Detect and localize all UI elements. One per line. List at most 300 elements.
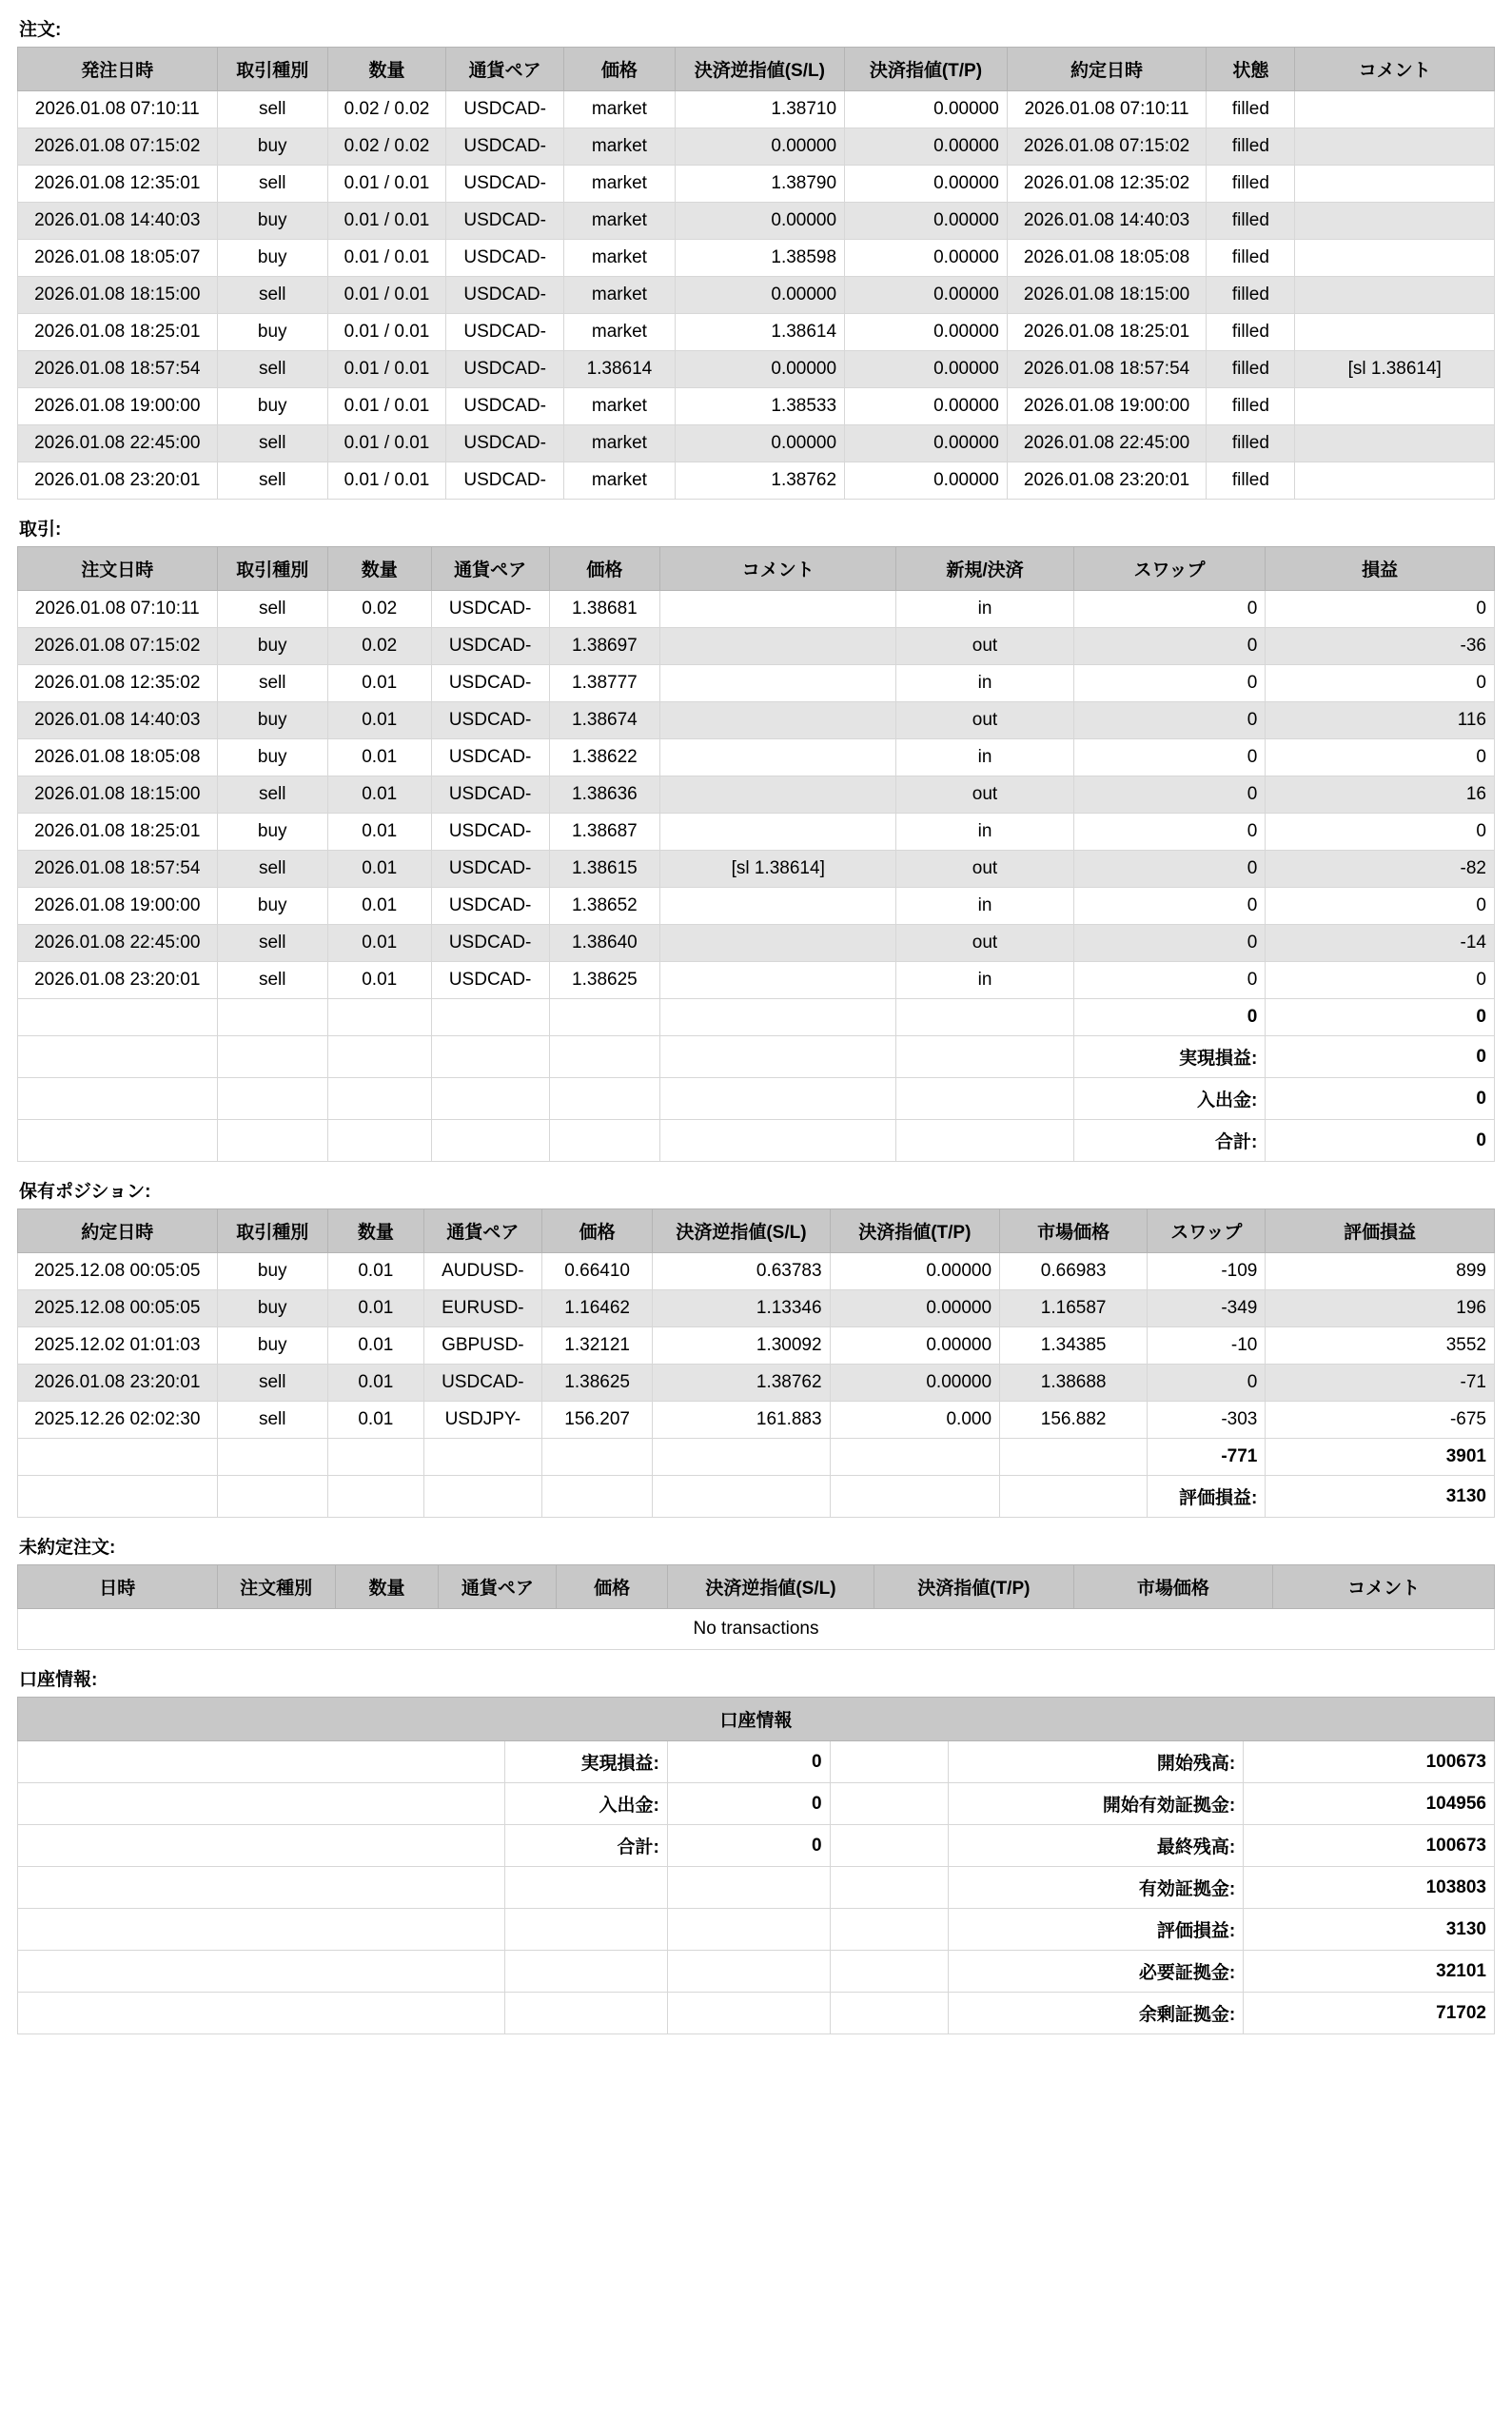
deals-total-profit: 0: [1266, 999, 1495, 1036]
positions-col-floating-pl: 評価損益: [1266, 1209, 1495, 1253]
account-table: [17, 1697, 1495, 2034]
account-right-value-5: 32101: [1244, 1951, 1495, 1993]
deal-profit: 0: [1266, 665, 1495, 702]
order-fill-time: 2026.01.08 07:15:02: [1007, 128, 1207, 166]
order-fill-time: 2026.01.08 12:35:02: [1007, 166, 1207, 203]
order-price: market: [564, 166, 675, 203]
spacer-cell: [18, 1439, 218, 1476]
position-sl: 0.63783: [653, 1253, 830, 1290]
deal-profit: 0: [1266, 888, 1495, 925]
deal-price: 1.38636: [549, 776, 659, 814]
spacer-cell: [431, 1036, 549, 1078]
deal-volume: 0.01: [327, 888, 431, 925]
position-time: 2025.12.08 00:05:05: [18, 1253, 218, 1290]
position-tp: 0.000: [830, 1402, 999, 1439]
position-volume: 0.01: [327, 1327, 423, 1365]
account-row: [18, 1741, 1495, 1783]
spacer-cell: [431, 1120, 549, 1162]
deal-volume: 0.01: [327, 962, 431, 999]
deal-direction: in: [896, 591, 1073, 628]
deals-summary-value-1: 0: [1266, 1078, 1495, 1120]
order-fill-time: 2026.01.08 07:10:11: [1007, 91, 1207, 128]
spacer-cell: [18, 1036, 218, 1078]
order-sl: 1.38598: [675, 240, 844, 277]
position-symbol: AUDUSD-: [423, 1253, 541, 1290]
account-right-value-0: 100673: [1244, 1741, 1495, 1783]
deal-volume: 0.01: [327, 814, 431, 851]
orders-col-comment: コメント: [1295, 48, 1495, 91]
spacer-cell: [18, 999, 218, 1036]
deal-comment: [660, 814, 896, 851]
order-volume: 0.01 / 0.01: [327, 462, 445, 500]
deal-volume: 0.01: [327, 851, 431, 888]
account-spacer: [830, 1909, 948, 1951]
account-right-label-2: 最終残高:: [948, 1825, 1243, 1867]
deal-type: sell: [217, 962, 327, 999]
order-type: sell: [217, 91, 327, 128]
spacer-cell: [549, 1078, 659, 1120]
pending-section-label: 未約定注文:: [19, 1538, 116, 1558]
deals-table: [17, 546, 1495, 1162]
order-tp: 0.00000: [845, 240, 1008, 277]
table-row: [18, 702, 1495, 739]
spacer-cell: [217, 1120, 327, 1162]
deal-profit: 0: [1266, 962, 1495, 999]
table-row: [18, 739, 1495, 776]
table-row: [18, 314, 1495, 351]
deal-comment: [660, 665, 896, 702]
positions-section-label: 保有ポジション:: [19, 1182, 151, 1202]
position-tp: 0.00000: [830, 1365, 999, 1402]
order-symbol: USDCAD-: [446, 277, 564, 314]
account-spacer: [830, 1951, 948, 1993]
deals-body: [18, 591, 1495, 1162]
position-price: 156.207: [541, 1402, 652, 1439]
order-state: filled: [1207, 425, 1295, 462]
order-comment: [1295, 277, 1495, 314]
account-row: [18, 1867, 1495, 1909]
account-row: [18, 1825, 1495, 1867]
order-symbol: USDCAD-: [446, 462, 564, 500]
deals-col-volume: 数量: [327, 547, 431, 591]
deal-price: 1.38625: [549, 962, 659, 999]
deal-direction: in: [896, 962, 1073, 999]
order-symbol: USDCAD-: [446, 388, 564, 425]
account-spacer: [830, 1993, 948, 2034]
deal-price: 1.38622: [549, 739, 659, 776]
order-tp: 0.00000: [845, 128, 1008, 166]
position-floating-pl: 196: [1266, 1290, 1495, 1327]
deal-profit: -82: [1266, 851, 1495, 888]
deal-direction: in: [896, 739, 1073, 776]
spacer-cell: [653, 1439, 830, 1476]
spacer-cell: [896, 999, 1073, 1036]
account-spacer: [18, 1909, 505, 1951]
position-price: 1.32121: [541, 1327, 652, 1365]
deal-price: 1.38681: [549, 591, 659, 628]
orders-col-type: 取引種別: [217, 48, 327, 91]
account-left-label-0: 実現損益:: [505, 1741, 668, 1783]
deal-symbol: USDCAD-: [431, 739, 549, 776]
deal-comment: [660, 962, 896, 999]
spacer-cell: [327, 1036, 431, 1078]
account-right-label-3: 有効証拠金:: [948, 1867, 1243, 1909]
orders-section-label: 注文:: [19, 20, 62, 40]
position-swap: 0: [1148, 1365, 1266, 1402]
order-symbol: USDCAD-: [446, 166, 564, 203]
account-title: 口座情報: [18, 1698, 1495, 1741]
positions-summary-label: 評価損益:: [1148, 1476, 1266, 1518]
deals-header-row: [18, 547, 1495, 591]
pending-col-type: 注文種別: [217, 1565, 335, 1609]
deal-type: sell: [217, 776, 327, 814]
pending-orders-table: [17, 1564, 1495, 1650]
deal-type: buy: [217, 888, 327, 925]
spacer-cell: [18, 1078, 218, 1120]
deals-summary-value-0: 0: [1266, 1036, 1495, 1078]
account-spacer: [18, 1993, 505, 2034]
order-volume: 0.02 / 0.02: [327, 128, 445, 166]
position-symbol: GBPUSD-: [423, 1327, 541, 1365]
deals-summary-label-1: 入出金:: [1073, 1078, 1266, 1120]
spacer-cell: [18, 1476, 218, 1518]
account-right-label-1: 開始有効証拠金:: [948, 1783, 1243, 1825]
deal-symbol: USDCAD-: [431, 702, 549, 739]
orders-col-volume: 数量: [327, 48, 445, 91]
spacer-cell: [1000, 1439, 1148, 1476]
order-state: filled: [1207, 462, 1295, 500]
deal-comment: [660, 776, 896, 814]
deal-symbol: USDCAD-: [431, 591, 549, 628]
deal-symbol: USDCAD-: [431, 851, 549, 888]
order-sl: 1.38762: [675, 462, 844, 500]
orders-col-open-time: 発注日時: [18, 48, 218, 91]
order-price: market: [564, 128, 675, 166]
position-volume: 0.01: [327, 1253, 423, 1290]
table-row: [18, 888, 1495, 925]
deal-volume: 0.02: [327, 591, 431, 628]
positions-summary-row: [18, 1476, 1495, 1518]
deal-time: 2026.01.08 18:05:08: [18, 739, 218, 776]
spacer-cell: [217, 1476, 327, 1518]
position-volume: 0.01: [327, 1402, 423, 1439]
account-spacer: [830, 1867, 948, 1909]
account-spacer: [18, 1825, 505, 1867]
deal-symbol: USDCAD-: [431, 628, 549, 665]
deals-col-type: 取引種別: [217, 547, 327, 591]
deal-profit: 0: [1266, 739, 1495, 776]
spacer-cell: [830, 1476, 999, 1518]
order-fill-time: 2026.01.08 18:57:54: [1007, 351, 1207, 388]
deals-summary-value-2: 0: [1266, 1120, 1495, 1162]
deals-summary-label-2: 合計:: [1073, 1120, 1266, 1162]
deal-volume: 0.01: [327, 776, 431, 814]
deal-time: 2026.01.08 22:45:00: [18, 925, 218, 962]
position-swap: -10: [1148, 1327, 1266, 1365]
positions-col-type: 取引種別: [217, 1209, 327, 1253]
order-type: sell: [217, 462, 327, 500]
orders-body: [18, 91, 1495, 500]
order-sl: 1.38614: [675, 314, 844, 351]
positions-col-price: 価格: [541, 1209, 652, 1253]
deal-time: 2026.01.08 12:35:02: [18, 665, 218, 702]
account-row: [18, 1783, 1495, 1825]
account-spacer: [18, 1867, 505, 1909]
spacer-cell: [830, 1439, 999, 1476]
deal-price: 1.38674: [549, 702, 659, 739]
deals-col-swap: スワップ: [1073, 547, 1266, 591]
order-open-time: 2026.01.08 14:40:03: [18, 203, 218, 240]
deal-symbol: USDCAD-: [431, 814, 549, 851]
order-state: filled: [1207, 240, 1295, 277]
order-tp: 0.00000: [845, 314, 1008, 351]
order-state: filled: [1207, 91, 1295, 128]
deal-type: sell: [217, 851, 327, 888]
order-comment: [1295, 240, 1495, 277]
deal-comment: [660, 739, 896, 776]
deal-direction: out: [896, 628, 1073, 665]
order-price: market: [564, 277, 675, 314]
table-row: [18, 462, 1495, 500]
deal-swap: 0: [1073, 962, 1266, 999]
deal-symbol: USDCAD-: [431, 776, 549, 814]
account-row: [18, 1993, 1495, 2034]
order-type: sell: [217, 351, 327, 388]
account-section-label: 口座情報:: [19, 1670, 98, 1690]
deal-swap: 0: [1073, 739, 1266, 776]
spacer-cell: [653, 1476, 830, 1518]
position-swap: -109: [1148, 1253, 1266, 1290]
deal-swap: 0: [1073, 665, 1266, 702]
account-spacer: [830, 1825, 948, 1867]
order-symbol: USDCAD-: [446, 425, 564, 462]
table-row: [18, 91, 1495, 128]
account-right-label-5: 必要証拠金:: [948, 1951, 1243, 1993]
deals-col-direction: 新規/決済: [896, 547, 1073, 591]
deal-type: sell: [217, 591, 327, 628]
order-type: buy: [217, 128, 327, 166]
order-type: buy: [217, 314, 327, 351]
account-right-value-1: 104956: [1244, 1783, 1495, 1825]
order-open-time: 2026.01.08 18:15:00: [18, 277, 218, 314]
position-market-price: 1.38688: [1000, 1365, 1148, 1402]
deal-type: sell: [217, 925, 327, 962]
account-left-value-1: 0: [667, 1783, 830, 1825]
table-row: [18, 1402, 1495, 1439]
deals-col-time: 注文日時: [18, 547, 218, 591]
spacer-cell: [660, 999, 896, 1036]
order-comment: [1295, 166, 1495, 203]
deal-direction: in: [896, 665, 1073, 702]
positions-header-row: [18, 1209, 1495, 1253]
spacer-cell: [896, 1120, 1073, 1162]
deal-swap: 0: [1073, 628, 1266, 665]
position-sl: 1.38762: [653, 1365, 830, 1402]
order-open-time: 2026.01.08 22:45:00: [18, 425, 218, 462]
deal-direction: in: [896, 888, 1073, 925]
order-sl: 1.38710: [675, 91, 844, 128]
spacer-cell: [327, 1476, 423, 1518]
order-state: filled: [1207, 166, 1295, 203]
order-volume: 0.01 / 0.01: [327, 203, 445, 240]
order-sl: 0.00000: [675, 425, 844, 462]
orders-header-row: [18, 48, 1495, 91]
positions-summary-value: 3130: [1266, 1476, 1495, 1518]
order-sl: 1.38790: [675, 166, 844, 203]
deals-summary-label-0: 実現損益:: [1073, 1036, 1266, 1078]
positions-col-sl: 決済逆指値(S/L): [653, 1209, 830, 1253]
order-open-time: 2026.01.08 12:35:01: [18, 166, 218, 203]
positions-col-tp: 決済指値(T/P): [830, 1209, 999, 1253]
account-left-label-6: [505, 1993, 668, 2034]
position-symbol: USDCAD-: [423, 1365, 541, 1402]
position-market-price: 1.34385: [1000, 1327, 1148, 1365]
deal-price: 1.38652: [549, 888, 659, 925]
deal-swap: 0: [1073, 888, 1266, 925]
table-row: [18, 203, 1495, 240]
spacer-cell: [549, 1120, 659, 1162]
deal-type: sell: [217, 665, 327, 702]
position-symbol: USDJPY-: [423, 1402, 541, 1439]
orders-col-price: 価格: [564, 48, 675, 91]
deals-section-label: 取引:: [19, 520, 62, 540]
pending-col-symbol: 通貨ペア: [439, 1565, 557, 1609]
deal-profit: -14: [1266, 925, 1495, 962]
spacer-cell: [217, 1036, 327, 1078]
deal-profit: 0: [1266, 814, 1495, 851]
account-spacer: [830, 1741, 948, 1783]
order-symbol: USDCAD-: [446, 314, 564, 351]
deal-comment: [sl 1.38614]: [660, 851, 896, 888]
order-volume: 0.01 / 0.01: [327, 388, 445, 425]
position-type: buy: [217, 1253, 327, 1290]
order-symbol: USDCAD-: [446, 351, 564, 388]
positions-col-swap: スワップ: [1148, 1209, 1266, 1253]
deal-swap: 0: [1073, 925, 1266, 962]
order-state: filled: [1207, 277, 1295, 314]
order-open-time: 2026.01.08 07:15:02: [18, 128, 218, 166]
order-price: market: [564, 91, 675, 128]
order-state: filled: [1207, 128, 1295, 166]
spacer-cell: [217, 1439, 327, 1476]
position-volume: 0.01: [327, 1290, 423, 1327]
order-symbol: USDCAD-: [446, 91, 564, 128]
spacer-cell: [541, 1476, 652, 1518]
pending-col-tp: 決済指値(T/P): [874, 1565, 1074, 1609]
position-time: 2026.01.08 23:20:01: [18, 1365, 218, 1402]
order-comment: [1295, 203, 1495, 240]
deal-profit: -36: [1266, 628, 1495, 665]
order-type: sell: [217, 425, 327, 462]
order-type: sell: [217, 277, 327, 314]
position-price: 1.38625: [541, 1365, 652, 1402]
pending-empty-row: [18, 1609, 1495, 1650]
account-left-label-1: 入出金:: [505, 1783, 668, 1825]
position-symbol: EURUSD-: [423, 1290, 541, 1327]
table-row: [18, 240, 1495, 277]
account-left-value-4: [667, 1909, 830, 1951]
spacer-cell: [541, 1439, 652, 1476]
account-left-value-0: 0: [667, 1741, 830, 1783]
position-type: sell: [217, 1402, 327, 1439]
positions-table: [17, 1208, 1495, 1518]
position-time: 2025.12.26 02:02:30: [18, 1402, 218, 1439]
order-sl: 0.00000: [675, 351, 844, 388]
pending-col-price: 価格: [557, 1565, 667, 1609]
order-volume: 0.02 / 0.02: [327, 91, 445, 128]
deal-swap: 0: [1073, 702, 1266, 739]
table-row: [18, 1253, 1495, 1290]
position-floating-pl: -71: [1266, 1365, 1495, 1402]
pending-empty-text: No transactions: [18, 1609, 1495, 1650]
order-tp: 0.00000: [845, 277, 1008, 314]
deal-direction: out: [896, 776, 1073, 814]
position-market-price: 156.882: [1000, 1402, 1148, 1439]
deal-comment: [660, 888, 896, 925]
account-right-label-0: 開始残高:: [948, 1741, 1243, 1783]
spacer-cell: [327, 1078, 431, 1120]
deal-time: 2026.01.08 18:25:01: [18, 814, 218, 851]
order-open-time: 2026.01.08 07:10:11: [18, 91, 218, 128]
account-body: [18, 1741, 1495, 2034]
account-spacer: [830, 1783, 948, 1825]
order-volume: 0.01 / 0.01: [327, 166, 445, 203]
order-fill-time: 2026.01.08 23:20:01: [1007, 462, 1207, 500]
order-sl: 1.38533: [675, 388, 844, 425]
orders-col-sl: 決済逆指値(S/L): [675, 48, 844, 91]
order-sl: 0.00000: [675, 277, 844, 314]
table-row: [18, 1327, 1495, 1365]
position-market-price: 0.66983: [1000, 1253, 1148, 1290]
deal-direction: out: [896, 925, 1073, 962]
deals-col-comment: コメント: [660, 547, 896, 591]
spacer-cell: [431, 1078, 549, 1120]
order-tp: 0.00000: [845, 351, 1008, 388]
order-price: market: [564, 462, 675, 500]
positions-col-time: 約定日時: [18, 1209, 218, 1253]
order-symbol: USDCAD-: [446, 240, 564, 277]
deals-total-swap: 0: [1073, 999, 1266, 1036]
table-row: [18, 1290, 1495, 1327]
deal-profit: 116: [1266, 702, 1495, 739]
deal-comment: [660, 925, 896, 962]
table-row: [18, 776, 1495, 814]
spacer-cell: [549, 1036, 659, 1078]
spacer-cell: [660, 1078, 896, 1120]
order-price: market: [564, 388, 675, 425]
deal-type: buy: [217, 628, 327, 665]
pending-col-market-price: 市場価格: [1073, 1565, 1273, 1609]
order-comment: [1295, 314, 1495, 351]
order-type: buy: [217, 203, 327, 240]
spacer-cell: [18, 1120, 218, 1162]
account-left-value-2: 0: [667, 1825, 830, 1867]
order-tp: 0.00000: [845, 425, 1008, 462]
spacer-cell: [423, 1476, 541, 1518]
spacer-cell: [217, 999, 327, 1036]
deal-symbol: USDCAD-: [431, 665, 549, 702]
table-row: [18, 277, 1495, 314]
deal-volume: 0.01: [327, 925, 431, 962]
order-open-time: 2026.01.08 18:25:01: [18, 314, 218, 351]
spacer-cell: [896, 1078, 1073, 1120]
table-row: [18, 591, 1495, 628]
deal-price: 1.38777: [549, 665, 659, 702]
position-swap: -349: [1148, 1290, 1266, 1327]
positions-totals-row: [18, 1439, 1495, 1476]
order-fill-time: 2026.01.08 18:15:00: [1007, 277, 1207, 314]
deal-type: buy: [217, 739, 327, 776]
